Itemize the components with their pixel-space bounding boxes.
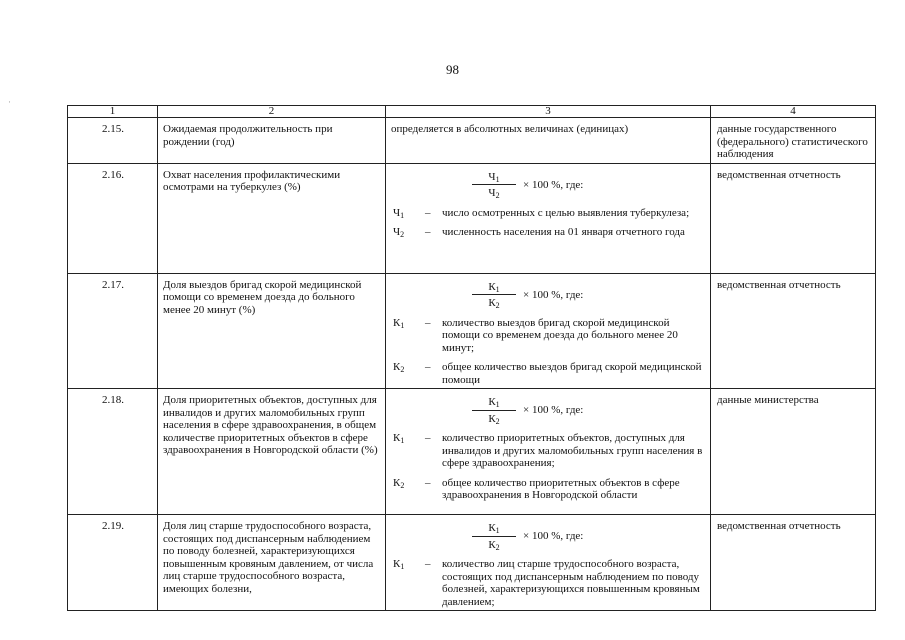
definition: $К_2$ – общее количество приоритетных объектов в сфере здравоохранения в Новгородской области bbox=[393, 476, 680, 501]
table-row bbox=[68, 515, 876, 611]
indicator-name: Ожидаемая продолжительность при рождении (год) bbox=[158, 118, 386, 164]
formula bbox=[472, 522, 706, 551]
row-number: 2.15. bbox=[68, 118, 158, 164]
denominator: $Ч_2$ bbox=[488, 187, 500, 200]
calculation-method bbox=[386, 389, 711, 515]
indicator-name: Доля лиц старше трудоспособного возраста, состоящих под диспансерным наблюдением по поводу болезней, характеризующихся повышенным кровяным давлением, от числа лиц старше трудоспособного возраста, имеющих болезни, bbox=[158, 515, 386, 611]
formula-tail: × 100 %, где: bbox=[523, 288, 584, 301]
indicator-name: Доля приоритетных объектов, доступных для инвалидов и других маломобильных групп населения в сфере здравоохранения, в общем количестве приоритетных объектов в сфере здравоохранения в Новгородской области (%) bbox=[158, 389, 386, 515]
col-header: 4 bbox=[711, 106, 876, 118]
formula-tail: × 100 %, где: bbox=[523, 530, 584, 543]
fraction bbox=[472, 396, 516, 425]
row-number: 2.16. bbox=[68, 163, 158, 273]
data-source: ведомственная отчетность bbox=[711, 273, 876, 389]
data-source: ведомственная отчетность bbox=[711, 515, 876, 611]
formula bbox=[472, 171, 706, 200]
denominator: $К_2$ bbox=[488, 297, 500, 310]
table-row bbox=[68, 163, 876, 273]
definition: $К_2$ – общее количество выездов бригад скорой медицинской помощи bbox=[393, 361, 702, 386]
calculation-method bbox=[386, 163, 711, 273]
fraction bbox=[472, 281, 516, 310]
numerator: $К_1$ bbox=[472, 522, 516, 537]
row-number: 2.17. bbox=[68, 273, 158, 389]
formula-tail: × 100 %, где: bbox=[523, 178, 584, 191]
data-source: данные министерства bbox=[711, 389, 876, 515]
numerator: $К_1$ bbox=[472, 396, 516, 411]
indicator-name: Доля выездов бригад скорой медицинской помощи со временем доезда до больного менее 20 минут (%) bbox=[158, 273, 386, 389]
table-row bbox=[68, 118, 876, 164]
formula-tail: × 100 %, где: bbox=[523, 404, 584, 417]
row-number: 2.18. bbox=[68, 389, 158, 515]
table-header-row bbox=[68, 106, 876, 118]
table-row bbox=[68, 389, 876, 515]
numerator: $К_1$ bbox=[472, 281, 516, 296]
page-number: 98 bbox=[446, 62, 459, 77]
col-header: 3 bbox=[386, 106, 711, 118]
table-row bbox=[68, 273, 876, 389]
calculation-method bbox=[386, 273, 711, 389]
scan-speck: · bbox=[8, 97, 11, 107]
definition: $К_1$ – количество лиц старше трудоспособного возраста, состоящих под диспансерным наблюдением по поводу болезней, характеризующихся повышенным кровяным давлением; bbox=[393, 558, 700, 608]
calculation-method bbox=[386, 515, 711, 611]
definition: $Ч_1$ – число осмотренных с целью выявления туберкулеза; bbox=[393, 206, 690, 220]
denominator: $К_2$ bbox=[488, 412, 500, 426]
fraction bbox=[472, 171, 516, 200]
definition: $К_1$ – количество приоритетных объектов, доступных для инвалидов и других маломобильных групп населения в сфере здравоохранения; bbox=[393, 432, 703, 469]
data-source: данные государственного (федерального) статистического наблюдения bbox=[711, 118, 876, 164]
calculation-method: определяется в абсолютных величинах (единицах) bbox=[386, 118, 711, 164]
formula bbox=[472, 396, 706, 425]
numerator: $Ч_1$ bbox=[472, 171, 516, 186]
formula bbox=[472, 281, 706, 310]
indicator-name: Охват населения профилактическими осмотрами на туберкулез (%) bbox=[158, 163, 386, 273]
definition: $К_1$ – количество выездов бригад скорой медицинской помощи со временем доезда до больного менее 20 минут; bbox=[393, 316, 678, 354]
fraction bbox=[472, 522, 516, 551]
denominator: $К_2$ bbox=[488, 538, 500, 552]
definition: $Ч_2$ – численность населения на 01 января отчетного года bbox=[393, 226, 685, 239]
row-number: 2.19. bbox=[68, 515, 158, 611]
col-header: 1 bbox=[68, 106, 158, 118]
col-header: 2 bbox=[158, 106, 386, 118]
indicators-table bbox=[67, 105, 876, 611]
data-source: ведомственная отчетность bbox=[711, 163, 876, 273]
